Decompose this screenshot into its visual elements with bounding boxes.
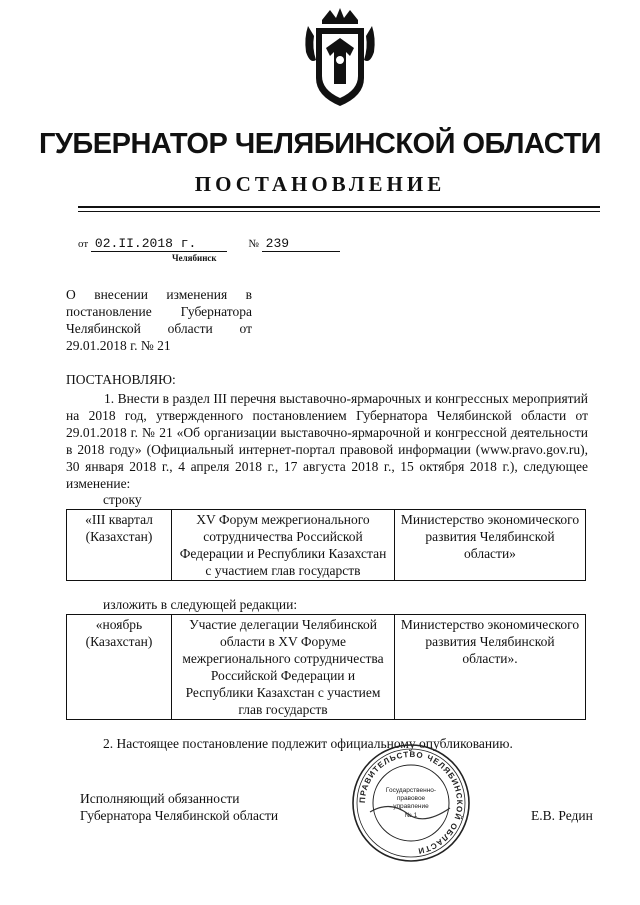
- paragraph-1: 1. Внести в раздел III перечня выставочно-ярмарочных и конгрессных мероприятий на 2018 год, утвержденного постановлением Губернатора Челябинской области от 29.01.2018 г. № 21 «Об организации выставочно-ярмарочной и конгрессной деятельности в 2018 году» (Официальный интернет-портал правовой информации (www.pravo.gov.ru), 30 января 2018 г., 4 апреля 2018 г., 17 августа 2018 г., 15 октября 2018 г.), следующее изменение:: [66, 391, 588, 491]
- number-prefix: №: [248, 238, 259, 250]
- official-stamp: [350, 742, 472, 864]
- document-number: 239: [262, 236, 340, 252]
- city-name: Челябинск: [172, 253, 217, 263]
- signer-position-line-2: Губернатора Челябинской области: [80, 808, 279, 823]
- signer-name: Е.В. Редин: [531, 808, 593, 823]
- header-rule-thin: [78, 211, 600, 212]
- stamp-ring-text: ПРАВИТЕЛЬСТВО ЧЕЛЯБИНСКОЙ ОБЛАСТИ: [357, 749, 465, 856]
- old-row-table: [66, 509, 586, 581]
- row-label-stroku: строку: [103, 492, 142, 507]
- table-cell-organizer: Министерство экономического развития Челябинской области».: [395, 615, 586, 720]
- signer-position-line-1: Исполняющий обязанности: [80, 791, 240, 806]
- document-type: ПОСТАНОВЛЕНИЕ: [194, 172, 446, 196]
- new-edition-label: изложить в следующей редакции:: [103, 597, 298, 612]
- decree-word: ПОСТАНОВЛЯЮ:: [66, 372, 176, 387]
- stamp-inner-line-2: правовое: [396, 795, 426, 802]
- new-row-table: [66, 614, 586, 720]
- document-subject: О внесении изменения в постановление Губернатора Челябинской области от 29.01.2018 г. № 21: [66, 287, 252, 353]
- header-rule-thick: [78, 206, 600, 208]
- table-cell-organizer: Министерство экономического развития Челябинской области»: [395, 510, 586, 581]
- paragraph-2: 2. Настоящее постановление подлежит официальному опубликованию.: [103, 736, 513, 751]
- table-row: [67, 510, 586, 581]
- table-row: [67, 615, 586, 720]
- stamp-inner-line-1: Государственно-: [385, 787, 437, 794]
- table-cell-event: Участие делегации Челябинской области в XV Форуме межрегионального сотрудничества Российской Федерации и Республики Казахстан с участием глав государств: [172, 615, 395, 720]
- stamp-inner-line-3: управление: [393, 803, 429, 810]
- coat-of-arms-emblem: [300, 8, 380, 108]
- table-cell-event: XV Форум межрегионального сотрудничества Российской Федерации и Республики Казахстан с участием глав государств: [172, 510, 395, 581]
- date-prefix: от: [78, 238, 89, 250]
- signer-position: [80, 790, 278, 824]
- document-date: 02.II.2018 г.: [91, 236, 227, 252]
- stamp-inner-line-4: № 1: [404, 812, 418, 819]
- document-meta: [78, 236, 340, 252]
- table-cell-period: «III квартал (Казахстан): [67, 510, 172, 581]
- table-cell-period: «ноябрь (Казахстан): [67, 615, 172, 720]
- governor-title: ГУБЕРНАТОР ЧЕЛЯБИНСКОЙ ОБЛАСТИ: [38, 128, 602, 160]
